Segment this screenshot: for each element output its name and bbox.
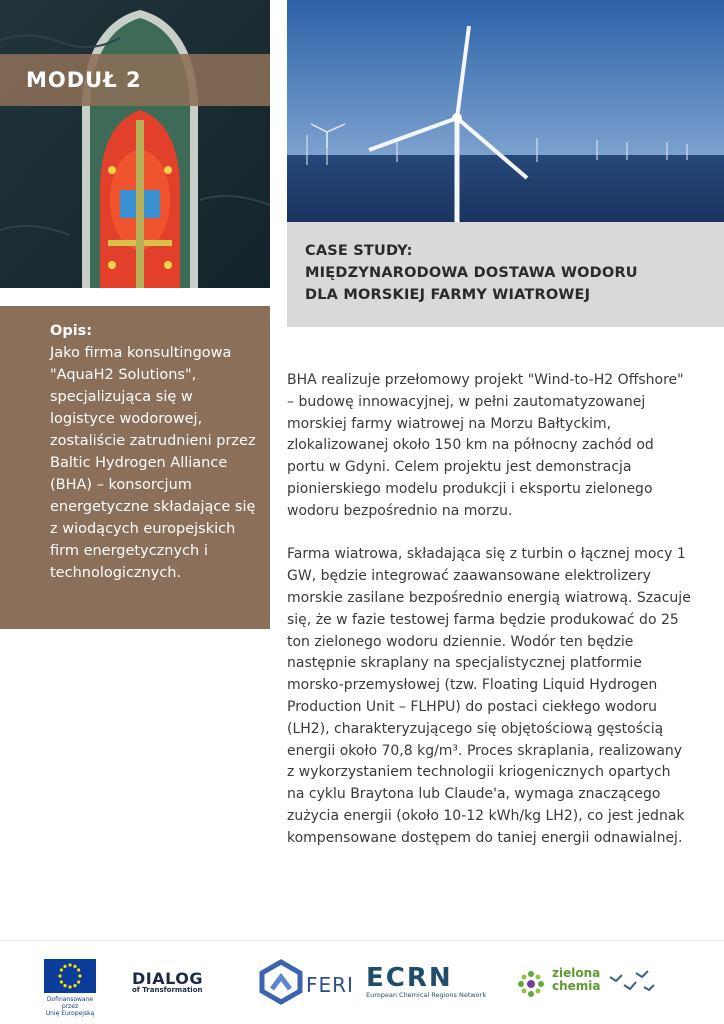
zielona-chemia-dots-icon [514,967,548,1001]
dialog-logo-sub: of Transformation [132,986,203,994]
feri-logo-text: FERI [306,973,354,997]
zielona-chemia-logo [514,967,604,1007]
birds-cluster-logo [608,967,688,1007]
main-body-text [287,370,692,850]
case-study-title-line2: DLA MORSKIEJ FARMY WIATROWEJ [305,287,591,303]
feri-emblem-icon [258,959,304,1005]
case-study-title-line1: MIĘDZYNARODOWA DOSTAWA WODORU [305,265,638,281]
ship-aerial-image [0,0,270,288]
case-study-label: CASE STUDY: [305,243,413,259]
eu-caption [40,996,100,1017]
eu-caption-line2: Unię Europejską [45,1010,95,1017]
description-text: Jako firma konsultingowa "AquaH2 Solutions", specjalizująca się w logistyce wodorowej, zostaliście zatrudnieni przez Baltic Hydrogen Alliance (BHA) – konsorcjum energetyczne składające się z wiodących europejskich firm energetycznych i technologicznych. [50,345,256,581]
eu-logo [40,959,100,1017]
ecrn-logo [366,963,496,999]
eu-caption-line1: Dofinansowane przez [46,996,94,1010]
zielona-chemia-text [552,967,601,993]
body-paragraph-2: Farma wiatrowa, składająca się z turbin o łącznej mocy 1 GW, będzie integrować zaawansowane elektrolizery morskie zasilane bezpośrednio energią wiatrową. Szacuje się, że w fazie testowej farma będzie produkować do 25 ton zielonego wodoru dziennie. Wodór ten będzie następnie skraplany na specjalistycznej platformie morsko-przemysłowej (tzw. Floating Liquid Hydrogen Production Unit – FLHPU) do postaci ciekłego wodoru (LH2), charakteryzującego się objętościową gęstością energii około 70,8 kg/m³. Proces skraplania, realizowany z wykorzystaniem technologii kriogenicznych opartych na cyklu Braytona lub Claude'a, wymaga znaczącego zużycia energii (około 10-12 kWh/kg LH2), co jest jednak kompensowane dostępem do taniej energii odnawialnej. [287,546,691,846]
module-label: MODUŁ 2 [26,68,142,92]
footer-logos [0,940,724,1024]
dialog-of-transformation-logo [132,969,242,994]
zielona-line1: zielona [552,966,601,980]
ecrn-logo-sub: European Chemical Regions Network [366,991,487,999]
body-paragraph-1: BHA realizuje przełomowy projekt "Wind-to-H2 Offshore" – budowę innowacyjnej, w pełni zautomatyzowanej morskiej farmy wiatrowej na Morzu Bałtyckim, zlokalizowanej około 150 km na północny zachód od portu w Gdyni. Celem projektu jest demonstracja pionierskiego modelu produkcji i eksportu zielonego wodoru bezpośrednio na morzu. [287,372,684,519]
eu-flag-icon [44,959,96,993]
description-heading: Opis: [50,323,93,339]
wind-farm-image [287,0,724,222]
wind-farm-illustration [287,0,724,222]
birds-icon [608,967,658,997]
feri-logo [258,959,358,1009]
description-box [0,306,270,629]
ecrn-logo-main: ECRN [366,963,453,993]
module-banner [0,54,270,106]
zielona-line2: chemia [552,979,601,993]
ship-illustration [0,0,270,288]
case-study-box [287,222,724,327]
dialog-logo-main: DIALOG [132,969,203,988]
